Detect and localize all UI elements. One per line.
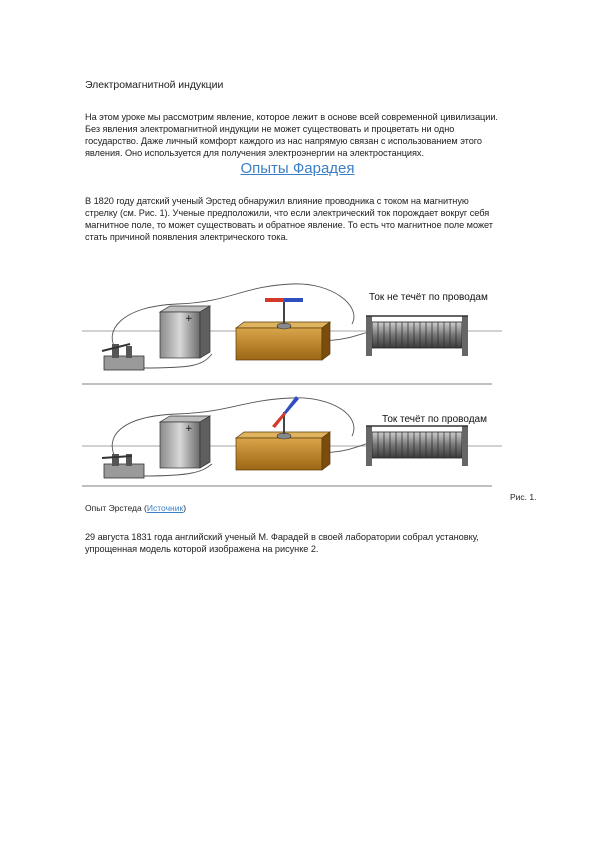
key-switch [102,344,144,370]
figure-caption [85,503,186,513]
paragraph-line: магнитное поле, то может существовать и обратное явление. То есть что магнитное поле может [85,220,493,230]
caption-text: ) [183,503,187,513]
intro-line: государство. Даже личный комфорт каждого из нас напрямую связан с использованием этого [85,136,482,146]
intro-line: Без явления электромагнитной индукции не может существовать и процветать ни одно [85,124,455,134]
section-title-link[interactable]: Опыты Фарадея [240,160,355,177]
paragraph-line: упрощенная модель которой изображена на рисунке 2. [85,544,319,554]
battery-plus-sign: + [185,314,193,324]
panel-no-current [82,284,502,384]
needle-red-end [265,298,284,302]
battery-plus-sign: + [185,424,193,434]
rheostat [366,316,468,356]
figure-number: Рис. 1. [510,492,537,502]
intro-line: На этом уроке мы рассмотрим явление, которое лежит в основе всей современной цивилизации. [85,112,498,122]
label-no-current: Ток не течёт по проводам [369,292,488,303]
caption-text: Опыт Эрстеда ( [85,503,147,513]
rheostat [366,426,468,466]
battery [160,416,210,468]
needle-blue-end [284,298,303,302]
key-switch-closed [102,454,144,478]
paragraph-line: 29 августа 1831 года английский ученый М. Фарадей в своей лаборатории собрал установку, [85,532,479,542]
page-heading: Электромагнитной индукции [85,79,224,91]
paragraph-line: стрелку (см. Рис. 1). Ученые предположили, что если электрический ток порождает вокруг себя [85,208,490,218]
paragraph-line: В 1820 году датский ученый Эрстед обнаружил влияние проводника с током на магнитную [85,196,469,206]
label-current-flows: Ток течёт по проводам [382,414,487,425]
oersted-experiment-figure [82,276,502,488]
panel-current-flows [82,396,502,486]
intro-line: явления. Оно используется для получения электроэнергии на электростанциях. [85,148,424,158]
paragraph-line: стать причиной появления электрического тока. [85,232,289,242]
source-link[interactable]: Источник [146,503,184,513]
battery [160,306,210,358]
